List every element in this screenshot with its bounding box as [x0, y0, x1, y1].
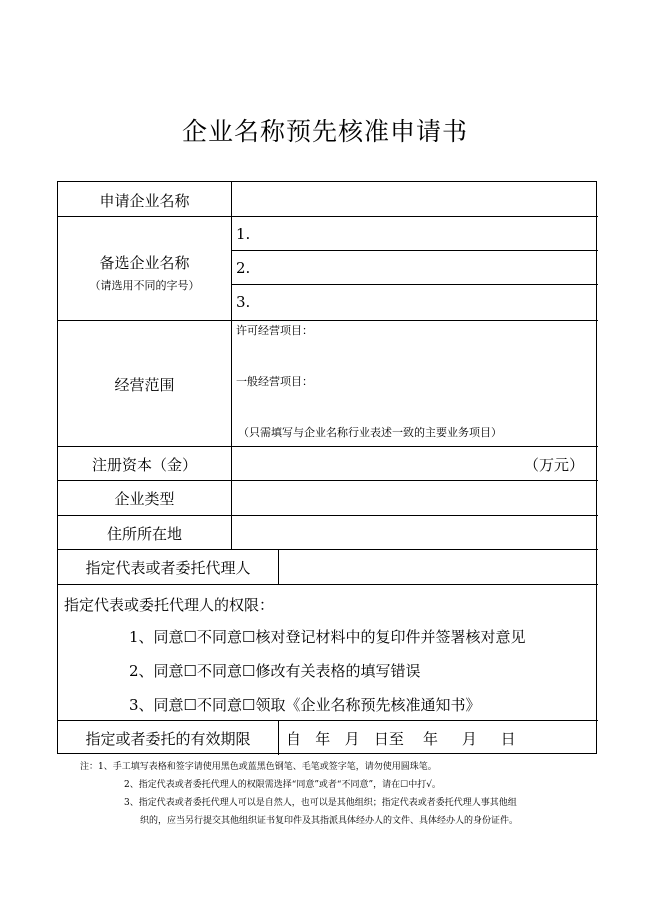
- address-label: 住所所在地: [106, 525, 182, 543]
- authority-label: 指定代表或委托代理人的权限：: [64, 596, 275, 614]
- enterprise-type-label: 企业类型: [114, 490, 175, 508]
- application-form-table: [57, 181, 597, 754]
- period-field[interactable]: 自 年 月 日至 年 月 日: [286, 730, 516, 748]
- period-label: 指定或者委托的有效期限: [85, 730, 251, 748]
- enterprise-type-field[interactable]: [232, 481, 596, 514]
- scope-label: 经营范围: [114, 376, 175, 394]
- agent-label: 指定代表或者委托代理人: [85, 559, 251, 577]
- authority-item-1[interactable]: 1、同意☐不同意☐核对登记材料中的复印件并签署核对意见: [129, 628, 526, 646]
- alt-names-label: 备选企业名称: [99, 254, 190, 272]
- alt-names-note: （请选用不同的字号）: [89, 279, 200, 292]
- capital-unit: （万元）: [524, 456, 585, 474]
- note-3: 3、指定代表或者委托代理人可以是自然人，也可以是其他组织；指定代表或者委托代理人事其他组: [124, 798, 517, 808]
- alt-name-3-field[interactable]: 3.: [236, 293, 251, 311]
- note-1: 注：1、手工填写表格和签字请使用黑色或蓝黑色钢笔、毛笔或签字笔，请勿使用圆珠笔。: [80, 762, 437, 772]
- alt-name-2-field[interactable]: 2.: [236, 259, 251, 277]
- address-field[interactable]: [232, 516, 596, 548]
- note-2: 2、指定代表或者委托代理人的权限需选择“同意”或者“不同意”，请在☐中打√。: [124, 780, 441, 790]
- scope-general-label: 一般经营项目：: [236, 375, 313, 388]
- capital-label: 注册资本（金）: [91, 456, 197, 474]
- alt-name-1-field[interactable]: 1.: [236, 225, 251, 243]
- authority-item-3[interactable]: 3、同意☐不同意☐领取《企业名称预先核准通知书》: [129, 696, 481, 714]
- page-title: 企业名称预先核准申请书: [181, 117, 468, 146]
- applicant-name-field[interactable]: [232, 183, 596, 215]
- authority-item-2[interactable]: 2、同意☐不同意☐修改有关表格的填写错误: [129, 662, 421, 680]
- agent-field[interactable]: [279, 550, 596, 583]
- scope-licensed-label: 许可经营项目：: [236, 324, 313, 337]
- applicant-name-label: 申请企业名称: [99, 192, 190, 210]
- footnotes: [80, 758, 519, 830]
- scope-note: （只需填写与企业名称行业表述一致的主要业务项目）: [238, 426, 502, 439]
- note-4: 织的，应当另行提交其他组织证书复印件及其指派具体经办人的文件、具体经办人的身份证件。: [140, 816, 519, 826]
